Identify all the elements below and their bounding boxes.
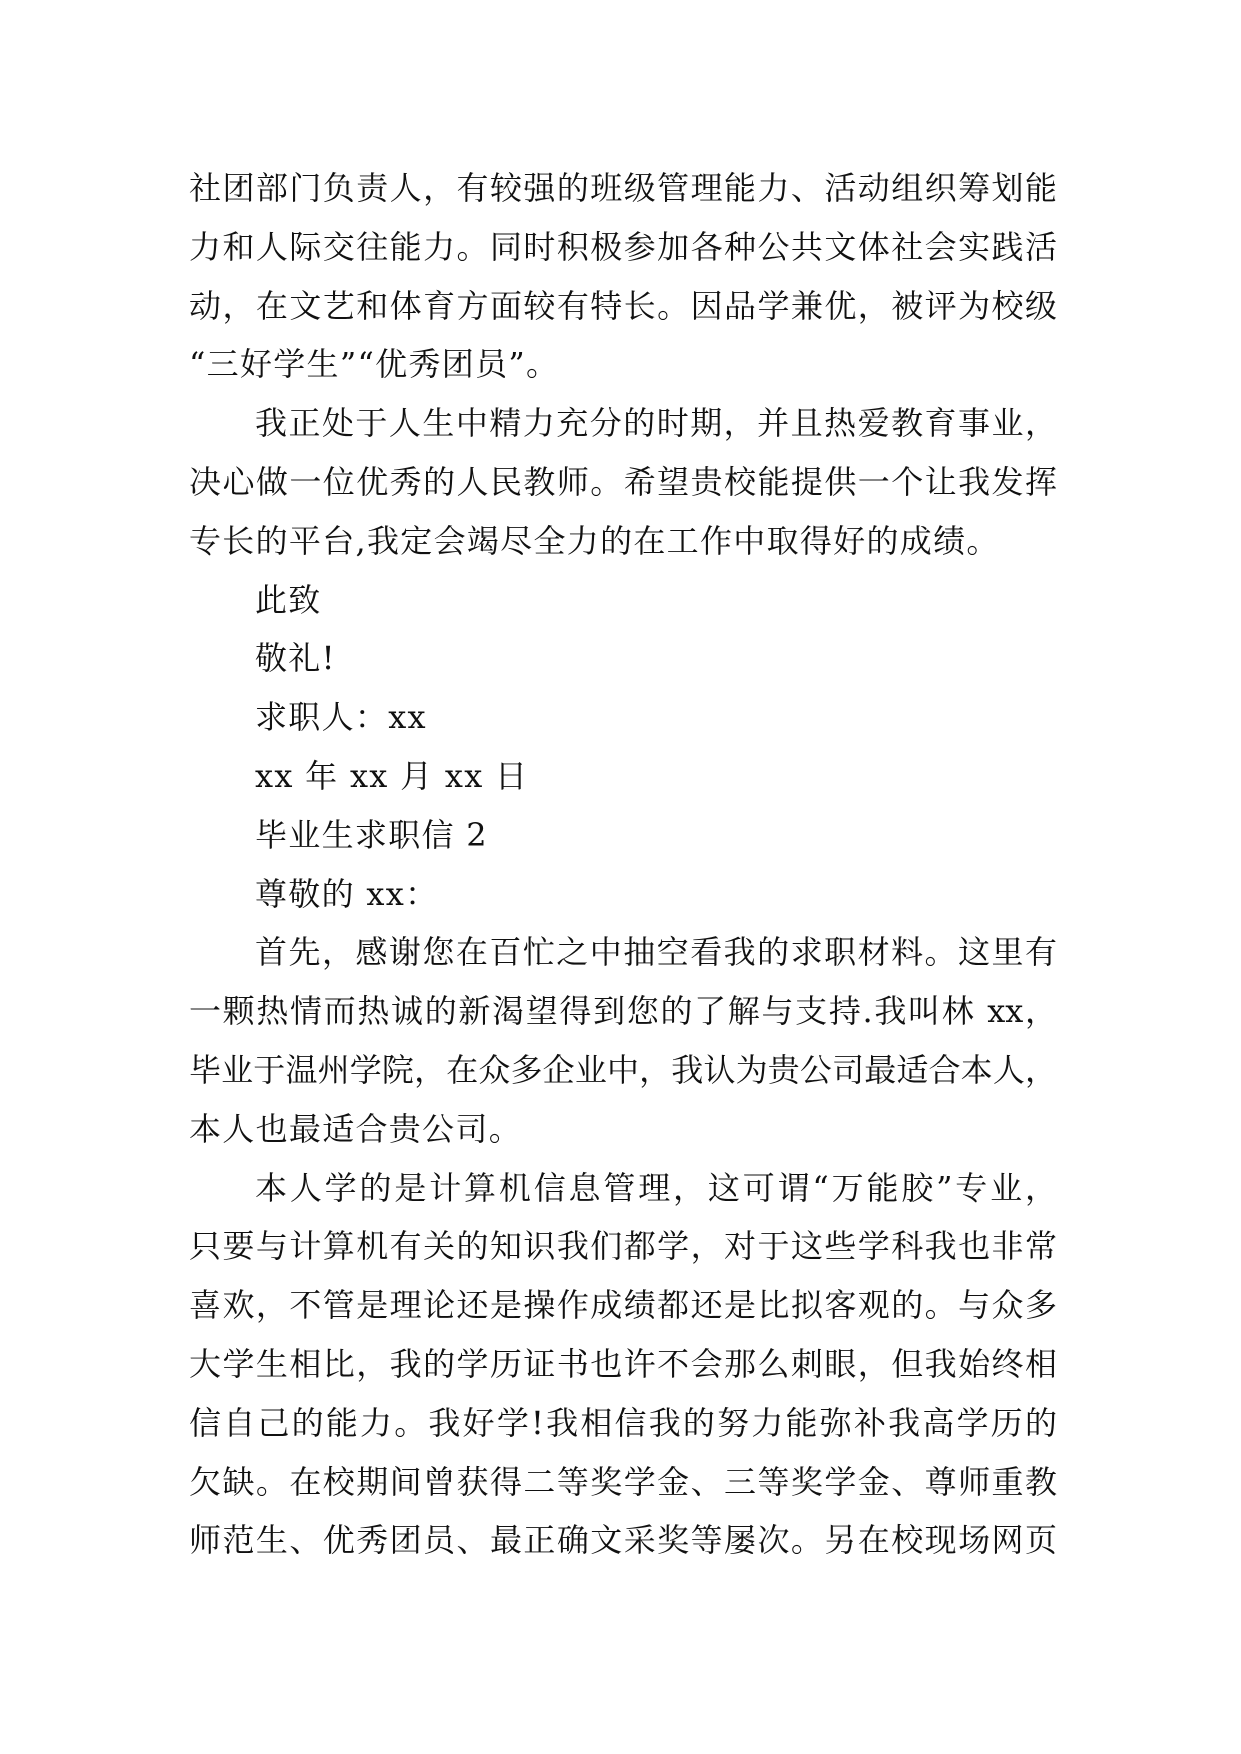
paragraph-major xyxy=(189,1159,1057,1571)
body-text-line: 首先，感谢您在百忙之中抽空看我的求职材料。这里有 xyxy=(255,933,1057,972)
paragraph-qualifications xyxy=(189,159,1057,394)
body-text-line: 喜欢，不管是理论还是操作成绩都还是比拟客观的。与众多 xyxy=(189,1286,1057,1325)
body-text-line: 只要与计算机有关的知识我们都学，对于这些学科我也非常 xyxy=(189,1227,1057,1266)
greeting xyxy=(189,865,1057,924)
body-text-line: 力和人际交往能力。同时积极参加各种公共文体社会实践活 xyxy=(189,227,1057,266)
greeting-line: 尊敬的 xx： xyxy=(255,874,439,913)
body-text-line: 动，在文艺和体育方面较有特长。因品学兼优，被评为校级 xyxy=(189,286,1057,325)
body-text-line: 信自己的能力。我好学!我相信我的努力能弥补我高学历的 xyxy=(189,1403,1057,1442)
paragraph-aspiration xyxy=(189,394,1057,570)
paragraph-introduction xyxy=(189,923,1057,1158)
signature xyxy=(189,688,1057,747)
body-text-line: “三好学生”“优秀团员”。 xyxy=(189,345,560,384)
body-text-line: 一颗热情而热诚的新渴望得到您的了解与支持.我叫林 xx， xyxy=(189,992,1057,1031)
body-text-line: 本人学的是计算机信息管理，这可谓“万能胶”专业， xyxy=(255,1168,1057,1207)
body-text-line: 专长的平台,我定会竭尽全力的在工作中取得好的成绩。 xyxy=(189,521,1000,560)
date xyxy=(189,747,1057,806)
body-text-line: 我正处于人生中精力充分的时期，并且热爱教育事业， xyxy=(255,404,1057,443)
letter-title-line: 毕业生求职信 2 xyxy=(255,815,488,854)
closing-phrase xyxy=(189,571,1057,630)
signature-line: 求职人：xx xyxy=(255,698,427,737)
letter-body xyxy=(189,159,1057,1570)
body-text-line: 大学生相比，我的学历证书也许不会那么刺眼，但我始终相 xyxy=(189,1344,1057,1383)
salutation xyxy=(189,629,1057,688)
date-line: xx 年 xx 月 xx 日 xyxy=(255,756,529,795)
letter-title xyxy=(189,806,1057,865)
salutation-line: 敬礼! xyxy=(255,639,336,678)
body-text-line: 毕业于温州学院，在众多企业中，我认为贵公司最适合本人， xyxy=(189,1050,1057,1089)
body-text-line: 社团部门负责人，有较强的班级管理能力、活动组织筹划能 xyxy=(189,169,1057,207)
body-text-line: 师范生、优秀团员、最正确文采奖等屡次。另在校现场网页 xyxy=(189,1521,1057,1560)
closing-line: 此致 xyxy=(255,580,322,619)
body-text-line: 欠缺。在校期间曾获得二等奖学金、三等奖学金、尊师重教 xyxy=(189,1462,1057,1501)
body-text-line: 决心做一位优秀的人民教师。希望贵校能提供一个让我发挥 xyxy=(189,462,1057,501)
body-text-line: 本人也最适合贵公司。 xyxy=(189,1109,523,1148)
